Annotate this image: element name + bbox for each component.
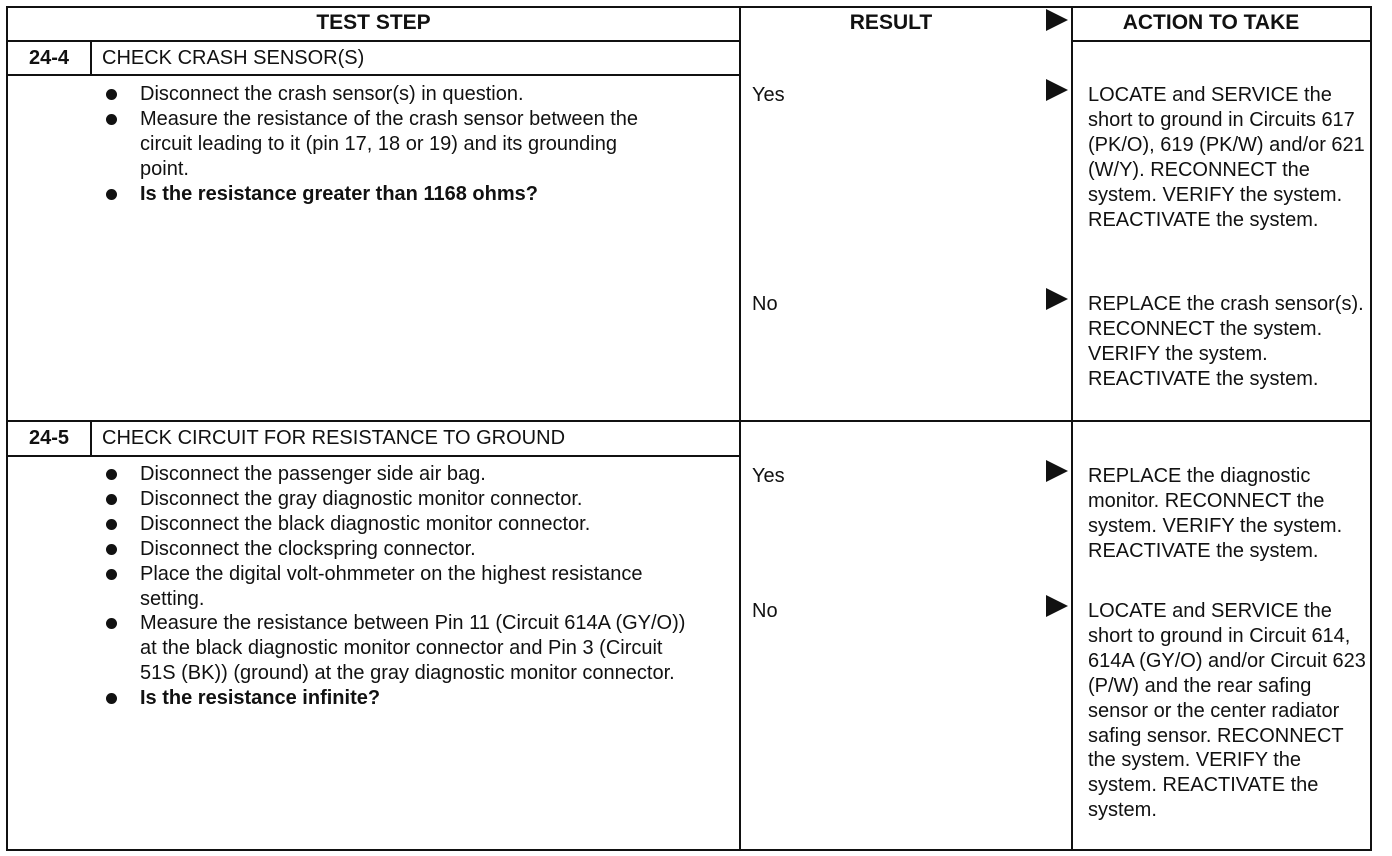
column-divider-action [1071, 6, 1073, 851]
result-no: No [752, 600, 778, 622]
step-title: CHECK CIRCUIT FOR RESISTANCE TO GROUND [102, 427, 566, 449]
instruction-question: Is the resistance infinite? [100, 686, 730, 711]
bullet-icon [106, 519, 117, 530]
step-24-5-number-divider [90, 420, 92, 457]
step-24-4-title-underline [6, 74, 741, 76]
result-arrow-icon [1046, 595, 1068, 617]
action-text: REPLACE the diagnostic monitor. RECONNECT the system. VERIFY the system. REACTIVATE the system. [1088, 465, 1343, 562]
instruction-item: Disconnect the black diagnostic monitor connector. [100, 512, 730, 537]
result-arrow-icon [1046, 79, 1068, 101]
result-arrow-icon [1046, 460, 1068, 482]
instruction-item: Disconnect the clockspring connector. [100, 537, 730, 562]
step-number: 24-4 [28, 47, 70, 69]
action-text: REPLACE the crash sensor(s). RECONNECT the system. VERIFY the system. REACTIVATE the system. [1088, 293, 1364, 390]
bullet-icon [106, 494, 117, 505]
step-24-5-title-underline [6, 455, 741, 457]
step-24-4-number-divider [90, 40, 92, 76]
table-border-right [1370, 6, 1372, 851]
instruction-question: Is the resistance greater than 1168 ohms? [100, 182, 720, 207]
instruction-item: Disconnect the passenger side air bag. [100, 462, 730, 487]
step-instructions [100, 82, 720, 207]
action-text: LOCATE and SERVICE the short to ground in Circuit 614, 614A (GY/O) and/or Circuit 623 (P/W) and the rear safing sensor or the center radiator safing sensor. RECONNECT the system. VERIFY the system. REACTIVATE the system. [1088, 600, 1366, 822]
step-instructions [100, 462, 730, 711]
table-border-bottom [6, 849, 1372, 851]
result-no: No [752, 293, 778, 315]
header-divider-right [1071, 40, 1372, 42]
instruction-item: Disconnect the gray diagnostic monitor connector. [100, 487, 730, 512]
result-arrow-icon [1046, 288, 1068, 310]
instruction-item: Disconnect the crash sensor(s) in question. [100, 82, 720, 107]
instruction-item: Measure the resistance between Pin 11 (Circuit 614A (GY/O)) at the black diagnostic monitor connector and Pin 3 (Circuit 51S (BK)) (ground) at the gray diagnostic monitor connector. [100, 611, 730, 686]
bullet-icon [106, 114, 117, 125]
bullet-icon [106, 544, 117, 555]
bullet-icon [106, 469, 117, 480]
bullet-icon [106, 693, 117, 704]
header-result: RESULT [849, 11, 933, 34]
result-yes: Yes [752, 465, 785, 487]
column-divider-result [739, 6, 741, 851]
action-text: LOCATE and SERVICE the short to ground in Circuits 617 (PK/O), 619 (PK/W) and/or 621 (W/Y). RECONNECT the system. VERIFY the system. REACTIVATE the system. [1088, 84, 1365, 231]
header-test-step: TEST STEP [316, 11, 431, 34]
bullet-icon [106, 618, 117, 629]
instruction-item: Place the digital volt-ohmmeter on the highest resistance setting. [100, 562, 730, 612]
step-title: CHECK CRASH SENSOR(S) [102, 47, 365, 69]
result-yes: Yes [752, 84, 785, 106]
bullet-icon [106, 189, 117, 200]
step-number: 24-5 [28, 427, 70, 449]
instruction-item: Measure the resistance of the crash sensor between the circuit leading to it (pin 17, 18 or 19) and its grounding point. [100, 107, 720, 182]
bullet-icon [106, 89, 117, 100]
header-action: ACTION TO TAKE [1122, 11, 1300, 34]
bullet-icon [106, 569, 117, 580]
header-arrow-icon [1046, 9, 1068, 31]
